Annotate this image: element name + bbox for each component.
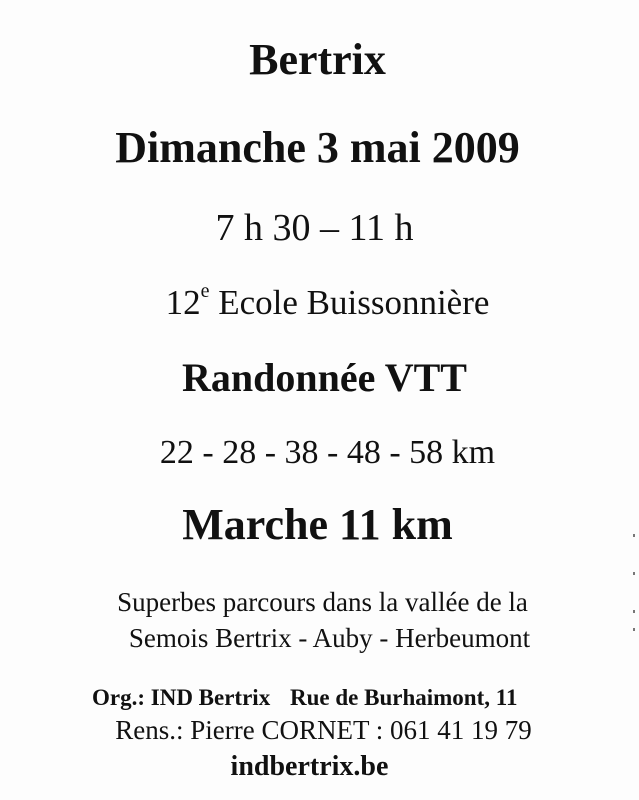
scan-edge-mark [633, 628, 635, 631]
event-time: 7 h 30 – 11 h [215, 207, 414, 249]
website-link: indbertrix.be [230, 751, 389, 782]
event-superscript: e [200, 280, 210, 302]
scan-edge-mark [633, 572, 635, 575]
description-line-1: Superbes parcours dans la vallée de la [117, 587, 528, 617]
walk-heading: Marche 11 km [182, 500, 453, 549]
flyer-title: Bertrix [249, 35, 386, 84]
organizer: Org.: IND Bertrix [92, 685, 271, 710]
organizer-address: Rue de Burhaimont, 11 [290, 685, 518, 710]
description-line-2: Semois Bertrix - Auby - Herbeumont [128, 623, 531, 653]
event-date: Dimanche 3 mai 2009 [115, 123, 520, 172]
ride-distances: 22 - 28 - 38 - 48 - 58 km [159, 434, 496, 471]
contact-info: Rens.: Pierre CORNET : 061 41 19 79 [115, 715, 532, 745]
scan-edge-mark [633, 610, 635, 613]
event-number: 12 [165, 283, 201, 322]
event-name [8, 280, 639, 322]
scan-edge-mark [633, 534, 635, 537]
ride-heading: Randonnée VTT [182, 355, 467, 400]
event-name-text: Ecole Buissonnière [209, 283, 490, 322]
